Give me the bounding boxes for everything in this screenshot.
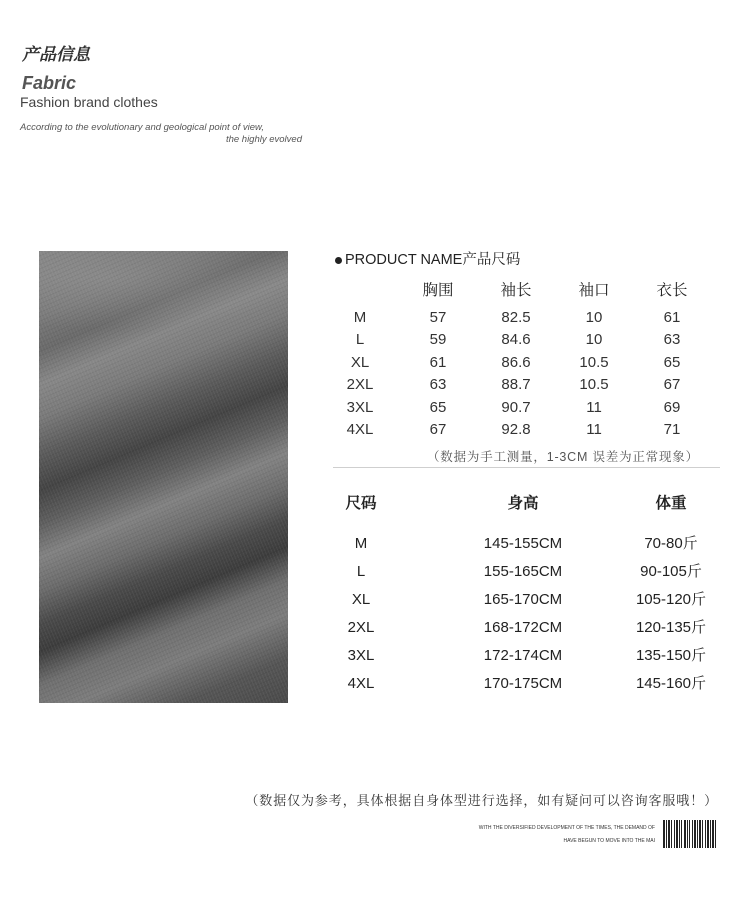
table-row	[321, 533, 721, 555]
size-table-cell-length: 63	[663, 331, 681, 349]
size-table-cell-chest: 67	[429, 421, 447, 438]
fit-table-header-row	[321, 493, 721, 515]
table-row	[321, 589, 721, 611]
size-table-cell-chest: 59	[429, 331, 447, 349]
fit-table-cell-weight: 135-150斤	[635, 647, 707, 664]
table-row	[321, 419, 711, 441]
size-table-cell-size: L	[355, 331, 365, 349]
size-table-header-row	[321, 280, 711, 302]
fit-table-cell-size: 3XL	[347, 647, 375, 664]
size-table-cell-size: 3XL	[346, 398, 374, 416]
table-row	[321, 374, 711, 396]
size-table-cell-size: 4XL	[346, 421, 374, 438]
fine-print-line-2: HAVE BEGUN TO MOVE INTO THE MAI	[563, 838, 655, 844]
fit-table-header-weight: 体重	[655, 495, 687, 512]
table-row	[321, 617, 721, 639]
fit-table-cell-weight: 145-160斤	[635, 675, 707, 692]
table-row	[321, 561, 721, 583]
size-table-cell-sleeve-length: 84.6	[501, 331, 531, 349]
size-table-cell-cuff: 11	[586, 421, 602, 438]
fit-table-cell-size: L	[356, 563, 366, 580]
size-table-cell-chest: 63	[429, 376, 447, 394]
fit-table-header-height: 身高	[507, 495, 539, 512]
bullet-dot-icon	[335, 257, 342, 264]
fit-table-cell-height: 155-165CM	[483, 563, 563, 580]
page-title-cn: 产品信息	[22, 45, 90, 64]
brand-subtitle: Fashion brand clothes	[20, 94, 158, 110]
fit-table-cell-height: 172-174CM	[483, 647, 563, 664]
size-table-header-sleeve-length: 袖长	[500, 282, 532, 299]
size-table-cell-cuff: 10.5	[579, 353, 609, 371]
size-table-cell-sleeve-length: 82.5	[501, 309, 531, 326]
fit-table-cell-size: 2XL	[347, 619, 375, 636]
fit-table-cell-height: 165-170CM	[483, 591, 563, 608]
fit-table-cell-size: XL	[351, 591, 371, 608]
size-table-cell-cuff: 10.5	[579, 376, 609, 394]
size-table-title: PRODUCT NAME产品尺码	[345, 252, 521, 268]
fit-table	[321, 490, 721, 696]
table-row	[321, 673, 721, 695]
size-table-cell-cuff: 10	[585, 309, 603, 326]
fit-table-cell-size: M	[354, 535, 368, 552]
size-table-cell-length: 69	[663, 398, 681, 416]
size-table-cell-sleeve-length: 88.7	[501, 376, 531, 394]
tagline-line-2: the highly evolved	[225, 134, 302, 145]
tagline	[20, 122, 302, 146]
size-table-cell-sleeve-length: 90.7	[501, 398, 531, 416]
size-table-header-chest: 胸围	[422, 282, 454, 299]
size-table-cell-size: M	[353, 309, 367, 326]
fit-table-cell-size: 4XL	[347, 675, 375, 692]
fabric-swatch-image	[39, 251, 288, 703]
fit-table-cell-height: 145-155CM	[483, 535, 563, 552]
fit-table-cell-weight: 70-80斤	[644, 535, 698, 552]
table-row	[321, 397, 711, 419]
size-table-cell-chest: 61	[429, 353, 447, 371]
fit-table-cell-weight: 120-135斤	[635, 619, 707, 636]
size-table-cell-length: 71	[663, 421, 681, 438]
size-table-cell-chest: 65	[429, 398, 447, 416]
size-table-cell-length: 65	[663, 353, 681, 371]
table-row	[321, 352, 711, 374]
fine-print-line-1: WITH THE DIVERSIFIED DEVELOPMENT OF THE TIMES, THE DEMAND OF	[478, 825, 655, 831]
size-table-cell-size: 2XL	[346, 376, 374, 394]
size-table-cell-sleeve-length: 92.8	[501, 421, 531, 438]
fit-table-cell-weight: 90-105斤	[640, 563, 702, 580]
section-divider	[333, 467, 720, 468]
fit-table-cell-height: 168-172CM	[483, 619, 563, 636]
size-table-header-cuff: 袖口	[578, 282, 610, 299]
size-table-cell-cuff: 10	[585, 331, 603, 349]
size-table-header-length: 衣长	[656, 282, 688, 299]
size-table-cell-cuff: 11	[586, 398, 602, 416]
table-row	[321, 307, 711, 329]
barcode-icon	[663, 820, 716, 848]
size-table-cell-size: XL	[350, 353, 370, 371]
tagline-line-1: According to the evolutionary and geological point of view,	[20, 122, 264, 133]
fine-print	[479, 822, 655, 848]
size-table-cell-chest: 57	[429, 309, 447, 326]
fabric-heading: Fabric	[22, 73, 77, 93]
fit-table-header-size: 尺码	[345, 495, 377, 512]
reference-note: （数据仅为参考，具体根据自身体型进行选择，如有疑问可以咨询客服哦！）	[245, 793, 718, 808]
size-table-cell-length: 61	[663, 309, 681, 326]
size-table	[321, 278, 711, 442]
fit-table-cell-height: 170-175CM	[483, 675, 563, 692]
fit-table-cell-weight: 105-120斤	[635, 591, 707, 608]
measurement-note: （数据为手工测量，1-3CM 误差为正常现象）	[427, 450, 699, 464]
table-row	[321, 329, 711, 351]
size-table-cell-length: 67	[663, 376, 681, 394]
table-row	[321, 645, 721, 667]
size-table-cell-sleeve-length: 86.6	[501, 353, 531, 371]
